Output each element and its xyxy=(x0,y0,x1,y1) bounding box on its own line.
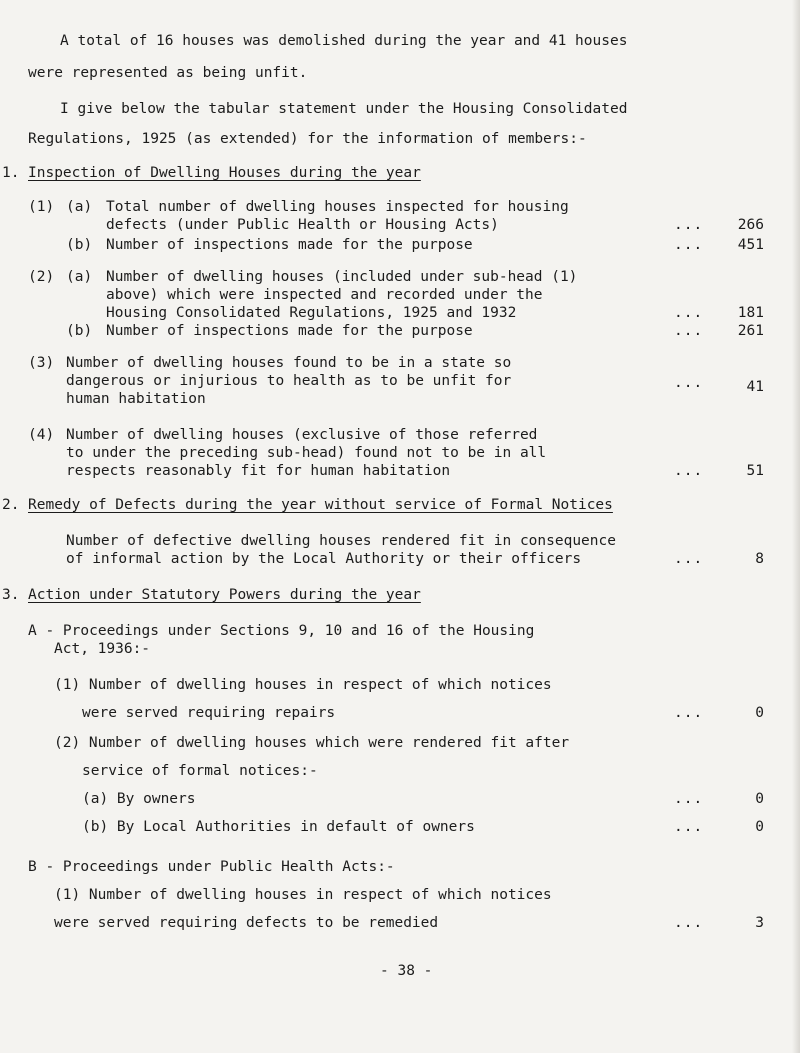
item-1-number: (1) xyxy=(28,199,55,215)
part-a-line-1: A - Proceedings under Sections 9, 10 and 16 of the Housing xyxy=(28,623,535,639)
part-b-item-1-line-2: were served requiring defects to be remedied xyxy=(54,915,439,931)
part-a-item-1-line-2: were served requiring repairs xyxy=(82,705,336,721)
item-4-number: (4) xyxy=(28,427,55,443)
part-b-line-1: B - Proceedings under Public Health Acts:- xyxy=(28,859,395,875)
leader-dots: ... xyxy=(674,237,704,253)
intro-line-1: A total of 16 houses was demolished during the year and 41 houses xyxy=(60,33,628,49)
item-1a-line-2: defects (under Public Health or Housing Acts) xyxy=(106,217,499,233)
section-2-heading: Remedy of Defects during the year without service of Formal Notices xyxy=(28,497,613,513)
item-2-number: (2) xyxy=(28,269,55,285)
item-2a-line-3: Housing Consolidated Regulations, 1925 and 1932 xyxy=(106,305,517,321)
section-1-heading: Inspection of Dwelling Houses during the year xyxy=(28,165,421,181)
section-1-number: 1. xyxy=(2,165,20,181)
part-a-item-2b: (b) By Local Authorities in default of owners xyxy=(82,819,475,835)
section-2-line-2: of informal action by the Local Authority or their officers xyxy=(66,551,582,567)
section-2-line-1: Number of defective dwelling houses rendered fit in consequence xyxy=(66,533,616,549)
part-a-item-2a-value: 0 xyxy=(755,791,764,807)
item-3-line-3: human habitation xyxy=(66,391,206,407)
item-1b-value: 451 xyxy=(737,237,764,253)
item-1b-line-1: Number of inspections made for the purpose xyxy=(106,237,473,253)
part-a-item-1-value: 0 xyxy=(755,705,764,721)
item-4-line-3: respects reasonably fit for human habitation xyxy=(66,463,451,479)
part-a-item-2-line-1: (2) Number of dwelling houses which were rendered fit after xyxy=(54,735,570,751)
leader-dots: ... xyxy=(674,791,704,807)
leader-dots: ... xyxy=(674,705,704,721)
item-4-line-2: to under the preceding sub-head) found not to be in all xyxy=(66,445,547,461)
part-b-item-1-value: 3 xyxy=(755,915,764,931)
part-a-item-2-line-2: service of formal notices:- xyxy=(82,763,318,779)
leader-dots: ... xyxy=(674,375,704,391)
leader-dots: ... xyxy=(674,551,704,567)
item-2a-line-2: above) which were inspected and recorded under the xyxy=(106,287,543,303)
item-1a-label: (a) xyxy=(66,199,93,215)
part-a-item-2a: (a) By owners xyxy=(82,791,196,807)
leader-dots: ... xyxy=(674,463,704,479)
section-3-heading: Action under Statutory Powers during the year xyxy=(28,587,421,603)
item-3-line-1: Number of dwelling houses found to be in a state so xyxy=(66,355,512,371)
item-1a-line-1: Total number of dwelling houses inspected for housing xyxy=(106,199,569,215)
part-a-item-1-line-1: (1) Number of dwelling houses in respect of which notices xyxy=(54,677,552,693)
leader-dots: ... xyxy=(674,323,704,339)
item-3-value: 41 xyxy=(746,379,764,395)
intro-line-4: Regulations, 1925 (as extended) for the information of members:- xyxy=(28,131,587,147)
item-2b-line-1: Number of inspections made for the purpose xyxy=(106,323,473,339)
intro-line-3: I give below the tabular statement under the Housing Consolidated xyxy=(60,101,628,117)
part-b-item-1-line-1: (1) Number of dwelling houses in respect of which notices xyxy=(54,887,552,903)
item-2a-label: (a) xyxy=(66,269,93,285)
section-3-number: 3. xyxy=(2,587,20,603)
section-2-value: 8 xyxy=(755,551,764,567)
section-2-number: 2. xyxy=(2,497,20,513)
item-3-number: (3) xyxy=(28,355,55,371)
leader-dots: ... xyxy=(674,305,704,321)
item-1b-label: (b) xyxy=(66,237,93,253)
item-4-value: 51 xyxy=(746,463,764,479)
part-a-item-2b-value: 0 xyxy=(755,819,764,835)
item-2b-value: 261 xyxy=(737,323,764,339)
leader-dots: ... xyxy=(674,915,704,931)
item-4-line-1: Number of dwelling houses (exclusive of those referred xyxy=(66,427,538,443)
page-number: - 38 - xyxy=(380,963,433,979)
intro-line-2: were represented as being unfit. xyxy=(28,65,308,81)
leader-dots: ... xyxy=(674,819,704,835)
item-2a-value: 181 xyxy=(737,305,764,321)
item-1a-value: 266 xyxy=(737,217,764,233)
item-2b-label: (b) xyxy=(66,323,93,339)
leader-dots: ... xyxy=(674,217,704,233)
part-a-line-2: Act, 1936:- xyxy=(54,641,151,657)
item-2a-line-1: Number of dwelling houses (included under sub-head (1) xyxy=(106,269,578,285)
page-edge-shadow xyxy=(792,0,800,1053)
item-3-line-2: dangerous or injurious to health as to be unfit for xyxy=(66,373,512,389)
